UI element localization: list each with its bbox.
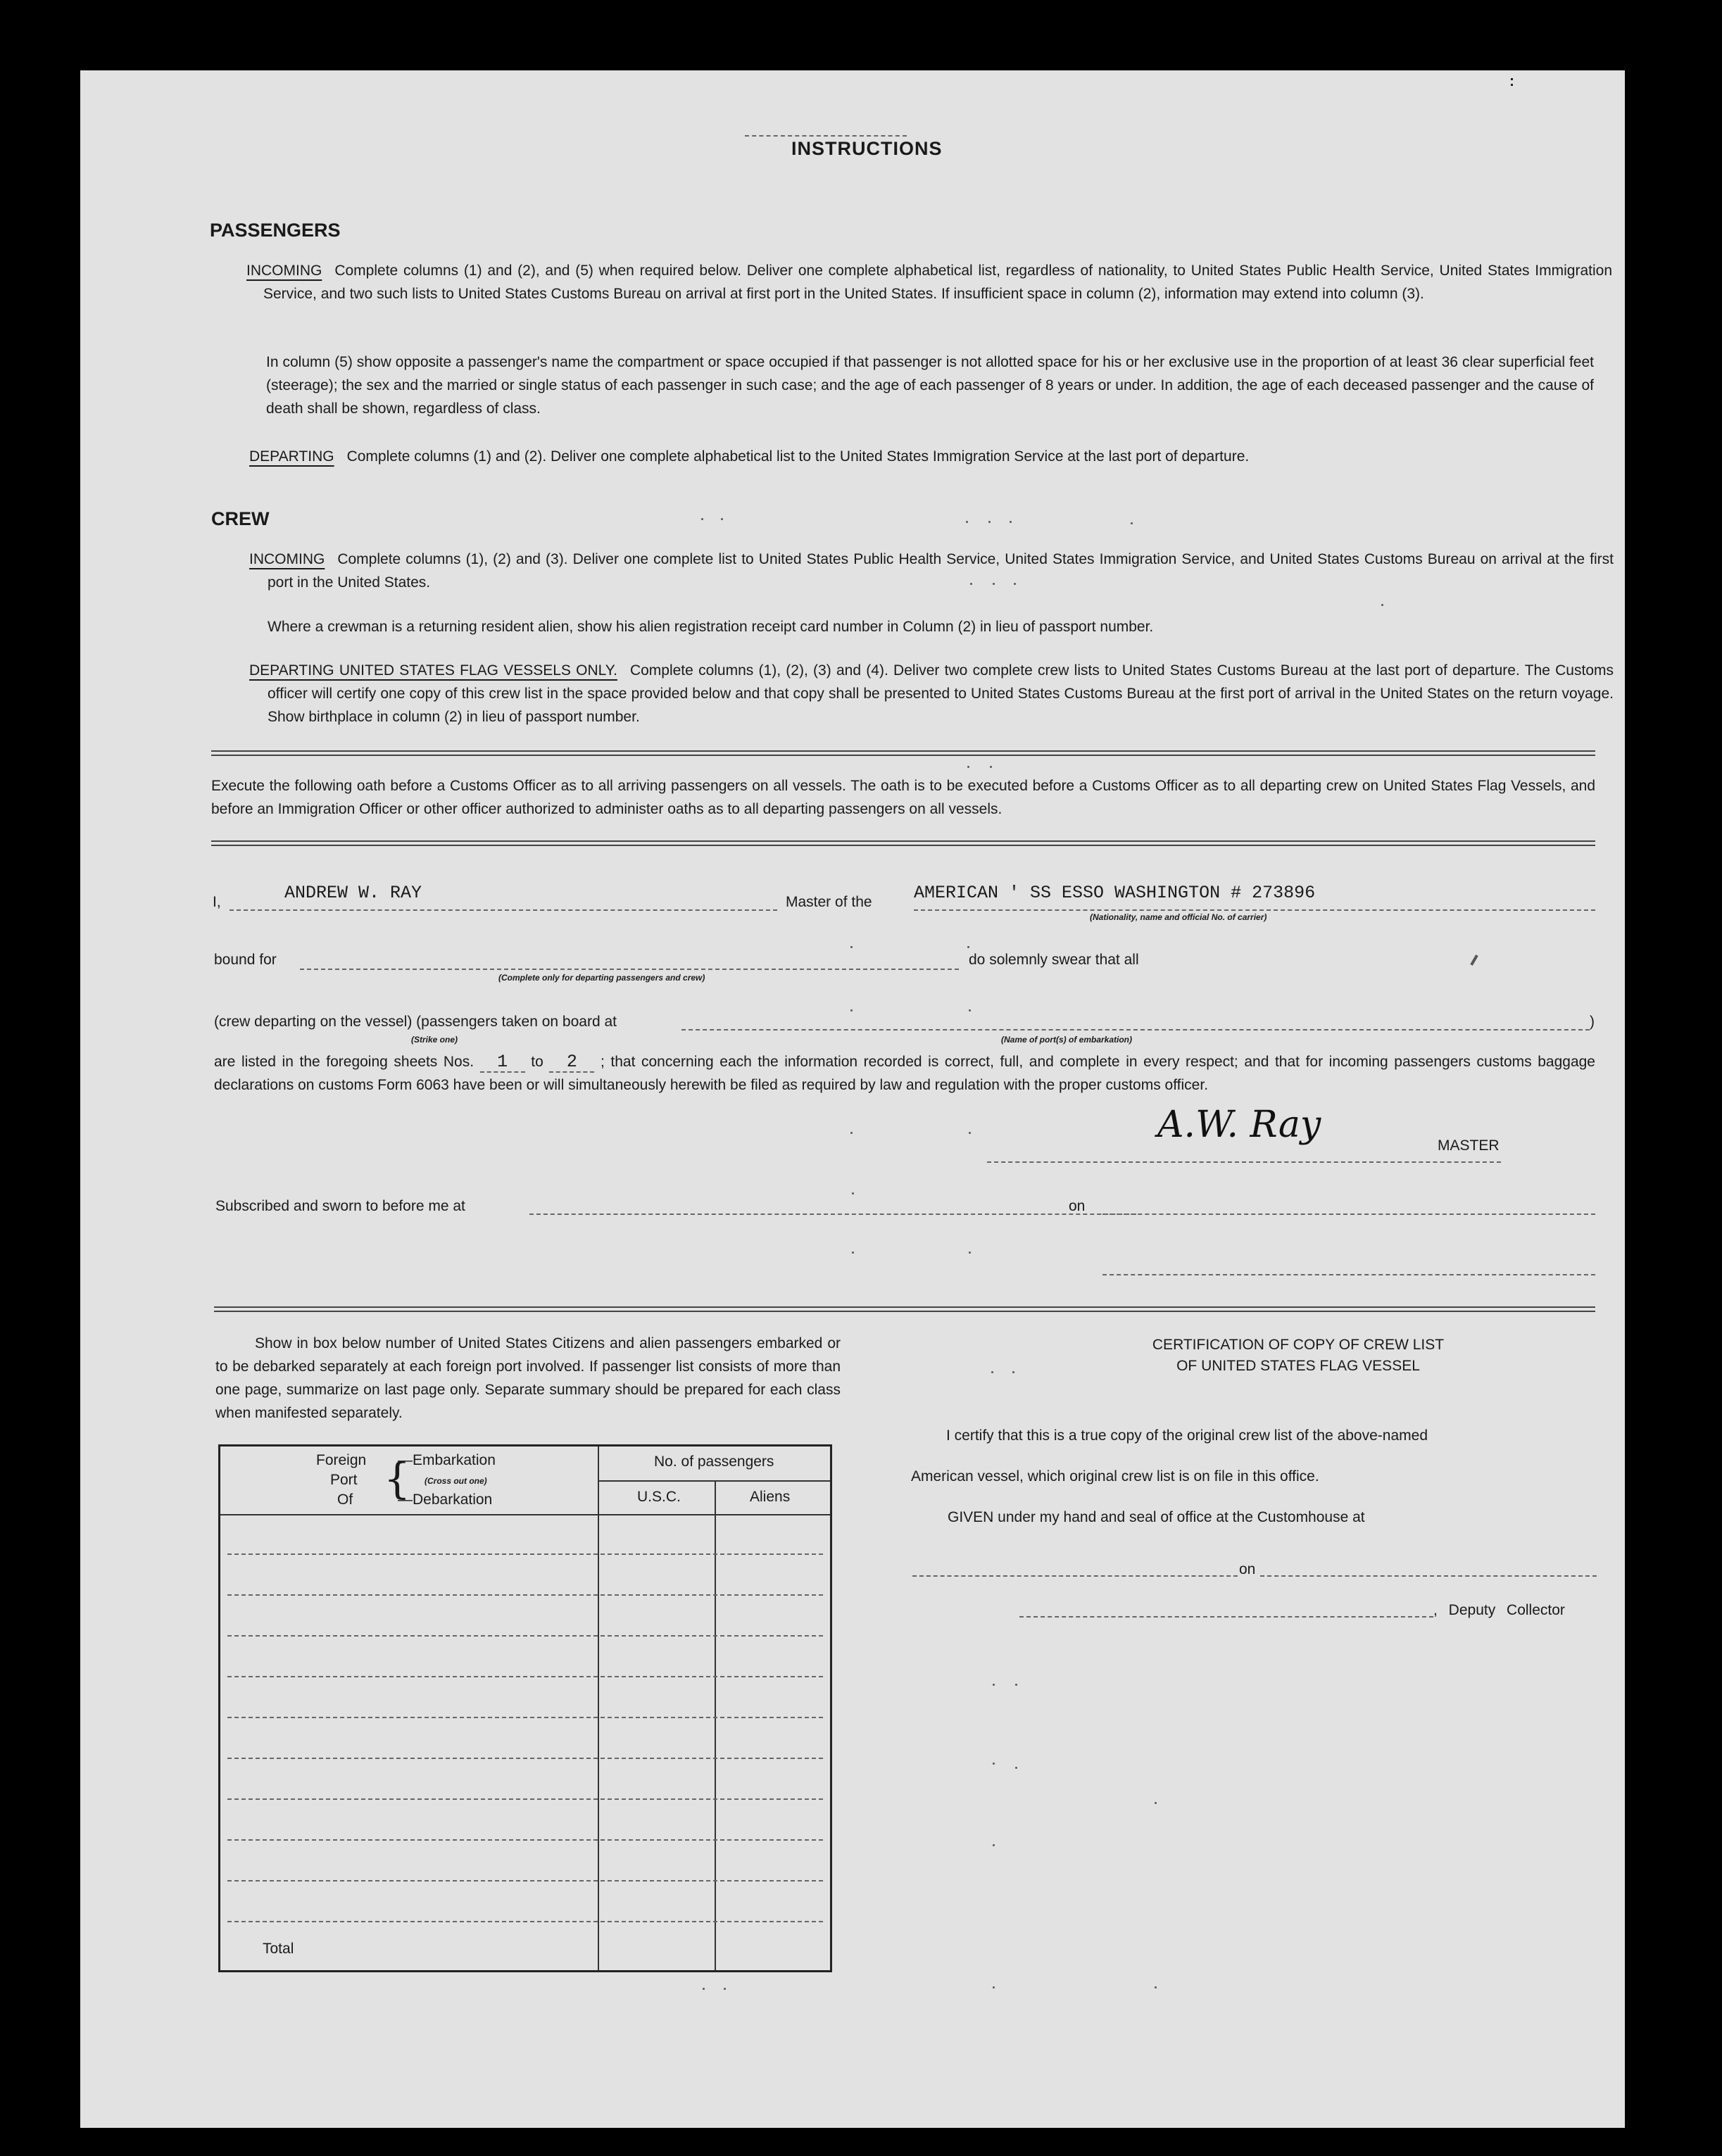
double-rule bbox=[211, 840, 1595, 846]
bound-for-line bbox=[300, 950, 959, 970]
debarkation-label: —Debarkation bbox=[398, 1492, 493, 1508]
close-paren: ) bbox=[1590, 1014, 1595, 1030]
summary-instructions: Show in box below number of United States Citizens and alien passengers embarked or to be debarked separately at each foreign port involved. If passenger list consists of more than one page, summarize on last page only. Separate summary should be prepared for each class when manifested separately. bbox=[215, 1335, 841, 1421]
film-speck bbox=[1012, 1371, 1014, 1373]
sheet-from: 1 bbox=[480, 1053, 525, 1073]
film-speck bbox=[993, 1763, 995, 1765]
of-label: Of bbox=[337, 1492, 353, 1508]
film-speck bbox=[852, 1252, 854, 1254]
crew-departing-text: (crew departing on the vessel) (passengers taken on board at bbox=[214, 1014, 617, 1030]
film-speck bbox=[993, 1684, 995, 1686]
table-row bbox=[227, 1553, 823, 1555]
film-speck bbox=[850, 1009, 853, 1011]
certification-title-1: CERTIFICATION OF COPY OF CREW LIST bbox=[1152, 1337, 1445, 1353]
film-speck bbox=[1381, 604, 1383, 606]
film-speck bbox=[701, 518, 703, 520]
table-row bbox=[227, 1798, 823, 1800]
film-speck bbox=[969, 1252, 971, 1254]
subscribed-date-line bbox=[1102, 1197, 1595, 1215]
table-row bbox=[227, 1839, 823, 1841]
crew-heading: CREW bbox=[211, 508, 270, 529]
film-speck bbox=[724, 1988, 726, 1990]
incoming-text: Complete columns (1) and (2), and (5) when required below. Deliver one complete alphabetical list, regardless of nationality, to United States Public Health Service, United States Immigration Service, and two such lists to United States Customs Bureau on arrival at first port in the United States. If insufficient space in column (2), information may extend into column (3). bbox=[263, 263, 1612, 302]
no-passengers-label: No. of passengers bbox=[654, 1454, 774, 1470]
certification-title-2: OF UNITED STATES FLAG VESSEL bbox=[1176, 1358, 1420, 1374]
certify-text-2: American vessel, which original crew list is on file in this office. bbox=[911, 1468, 1319, 1484]
i-label: I, bbox=[213, 894, 221, 910]
crew-resident-paragraph: Where a crewman is a returning resident alien, show his alien registration receipt card number in Column (2) in lieu of passport number. bbox=[268, 619, 1154, 635]
film-speck bbox=[721, 518, 723, 520]
film-speck bbox=[852, 1192, 854, 1194]
crew-incoming-label: INCOMING bbox=[249, 551, 325, 567]
master-signature: A.W. Ray bbox=[1157, 1104, 1321, 1146]
page-title: INSTRUCTIONS bbox=[791, 138, 943, 159]
subscribed-label: Subscribed and sworn to before me at bbox=[215, 1198, 465, 1214]
table-row bbox=[227, 1676, 823, 1677]
film-speck bbox=[988, 521, 991, 523]
brace-icon: { bbox=[384, 1454, 411, 1503]
double-rule bbox=[214, 1306, 1595, 1312]
film-speck bbox=[993, 1986, 995, 1988]
table-row bbox=[227, 1921, 823, 1922]
film-speck bbox=[850, 946, 853, 948]
passengers-incoming-paragraph bbox=[246, 259, 1612, 305]
title-rule bbox=[745, 135, 907, 137]
deputy-line bbox=[1019, 1606, 1433, 1618]
film-speck bbox=[1015, 1684, 1017, 1686]
film-speck bbox=[969, 1132, 971, 1134]
table-row bbox=[227, 1635, 823, 1637]
departing-text: Complete columns (1) and (2). Deliver one complete alphabetical list to the United States Immigration Service at the last port of departure. bbox=[346, 448, 1250, 465]
crew-incoming-text: Complete columns (1), (2) and (3). Deliver one complete list to United States Public Health Service, United States Immigration Service, and United States Customs Bureau on arrival at the first port in the United States. bbox=[268, 551, 1614, 591]
table-header-divider bbox=[220, 1514, 830, 1515]
ports-note: (Name of port(s) of embarkation) bbox=[1001, 1035, 1133, 1045]
film-speck bbox=[1015, 1767, 1017, 1769]
embarkation-label: —Embarkation bbox=[398, 1452, 496, 1468]
officer-line bbox=[1102, 1257, 1595, 1275]
certify-text-1: I certify that this is a true copy of the original crew list of the above-named bbox=[946, 1427, 1428, 1444]
table-row bbox=[227, 1717, 823, 1718]
film-speck bbox=[1131, 522, 1133, 524]
sheet-to: 2 bbox=[549, 1053, 594, 1073]
customhouse-line bbox=[912, 1565, 1238, 1577]
sheets-rest: ; that concerning each the information recorded is correct, full, and complete in every respect; and that for incoming passengers customs baggage declarations on customs Form 6063 have been or will simultaneously herewith be filed as required by law and regulation with the proper customs officer. bbox=[214, 1054, 1595, 1093]
cert-on-label: on bbox=[1239, 1561, 1256, 1577]
crew-departing-paragraph bbox=[249, 659, 1614, 729]
table-row bbox=[227, 1880, 823, 1881]
master-of-label: Master of the bbox=[786, 894, 872, 910]
sheets-paragraph bbox=[214, 1050, 1595, 1097]
film-speck bbox=[967, 946, 969, 948]
film-speck bbox=[993, 583, 995, 585]
film-speck bbox=[967, 766, 969, 768]
film-speck bbox=[991, 1371, 993, 1373]
film-speck bbox=[970, 583, 972, 585]
strike-note: (Strike one) bbox=[411, 1035, 458, 1045]
film-speck bbox=[1014, 583, 1016, 585]
subscribed-place-line bbox=[529, 1197, 1136, 1215]
crew-departing-label: DEPARTING UNITED STATES FLAG VESSELS ONLY. bbox=[249, 662, 617, 679]
film-speck bbox=[1470, 954, 1478, 966]
oath-intro: Execute the following oath before a Customs Officer as to all arriving passengers on all vessels. The oath is to be executed before a Customs Officer as to all departing crew on United States Flag Vessels, and before an Immigration Officer or other officer authorized to administer oaths as to all departing passengers on all vessels. bbox=[211, 778, 1595, 817]
double-rule bbox=[211, 750, 1595, 756]
film-speck bbox=[703, 1988, 705, 1990]
cross-out-note: (Cross out one) bbox=[425, 1476, 487, 1486]
film-speck bbox=[1155, 1802, 1157, 1804]
master-label: MASTER bbox=[1438, 1137, 1500, 1154]
master-name: ANDREW W. RAY bbox=[284, 883, 422, 903]
film-speck bbox=[990, 766, 992, 768]
film-speck bbox=[966, 521, 968, 523]
vessel-name: AMERICAN ' SS ESSO WASHINGTON # 273896 bbox=[914, 883, 1316, 903]
no-passengers-divider bbox=[598, 1480, 830, 1482]
incoming-label: INCOMING bbox=[246, 263, 322, 279]
foreign-label: Foreign bbox=[316, 1452, 367, 1468]
corner-mark: : bbox=[1509, 73, 1514, 89]
vessel-note: (Nationality, name and official No. of carrier) bbox=[1090, 912, 1267, 922]
film-speck bbox=[1155, 1986, 1157, 1988]
to-label: to bbox=[531, 1054, 543, 1070]
col-divider-port bbox=[598, 1446, 599, 1970]
bound-for-note: (Complete only for departing passengers and crew) bbox=[498, 973, 705, 983]
signature-line bbox=[987, 1147, 1501, 1163]
film-speck bbox=[1010, 521, 1012, 523]
crew-incoming-paragraph bbox=[249, 548, 1614, 594]
film-speck bbox=[850, 1132, 853, 1134]
embarkation-line bbox=[681, 1012, 1590, 1030]
cert-date-line bbox=[1260, 1565, 1597, 1577]
film-speck bbox=[969, 1009, 971, 1011]
film-speck bbox=[993, 1844, 995, 1846]
total-label: Total bbox=[263, 1941, 294, 1957]
aliens-label: Aliens bbox=[750, 1489, 791, 1505]
passengers-heading: PASSENGERS bbox=[210, 220, 341, 241]
usc-label: U.S.C. bbox=[637, 1489, 681, 1505]
deputy-collector-label: , Deputy Collector bbox=[1433, 1602, 1565, 1618]
sheets-label: are listed in the foregoing sheets Nos. bbox=[214, 1054, 475, 1070]
departing-label: DEPARTING bbox=[249, 448, 334, 465]
given-text: GIVEN under my hand and seal of office at the Customhouse at bbox=[948, 1509, 1365, 1525]
on-label: on bbox=[1069, 1198, 1086, 1214]
port-label: Port bbox=[330, 1472, 358, 1488]
table-row bbox=[227, 1758, 823, 1759]
crew-departing-text: Complete columns (1), (2), (3) and (4). Deliver two complete crew lists to United States Customs Bureau at the last port of departure. The Customs officer will certify one copy of this crew list in the space provided below and that copy shall be presented to United States Customs Bureau at the first port of arrival in the United States on the return voyage. Show birthplace in column (2) in lieu of passport number. bbox=[268, 662, 1614, 725]
passengers-column5-paragraph: In column (5) show opposite a passenger's name the compartment or space occupied if that passenger is not allotted space for his or her exclusive use in the proportion of at least 36 clear superficial feet (steerage); the sex and the married or single status of each passenger in such case; and the age of each passenger of 8 years or under. In addition, the age of each deceased passenger and the cause of death shall be shown, regardless of class. bbox=[266, 354, 1594, 417]
passenger-summary-table bbox=[218, 1444, 832, 1972]
table-row bbox=[227, 1594, 823, 1596]
bound-for-label: bound for bbox=[214, 952, 277, 968]
passengers-departing-paragraph bbox=[249, 445, 1594, 468]
document-page bbox=[80, 70, 1625, 2128]
swear-text: do solemnly swear that all bbox=[969, 952, 1139, 968]
